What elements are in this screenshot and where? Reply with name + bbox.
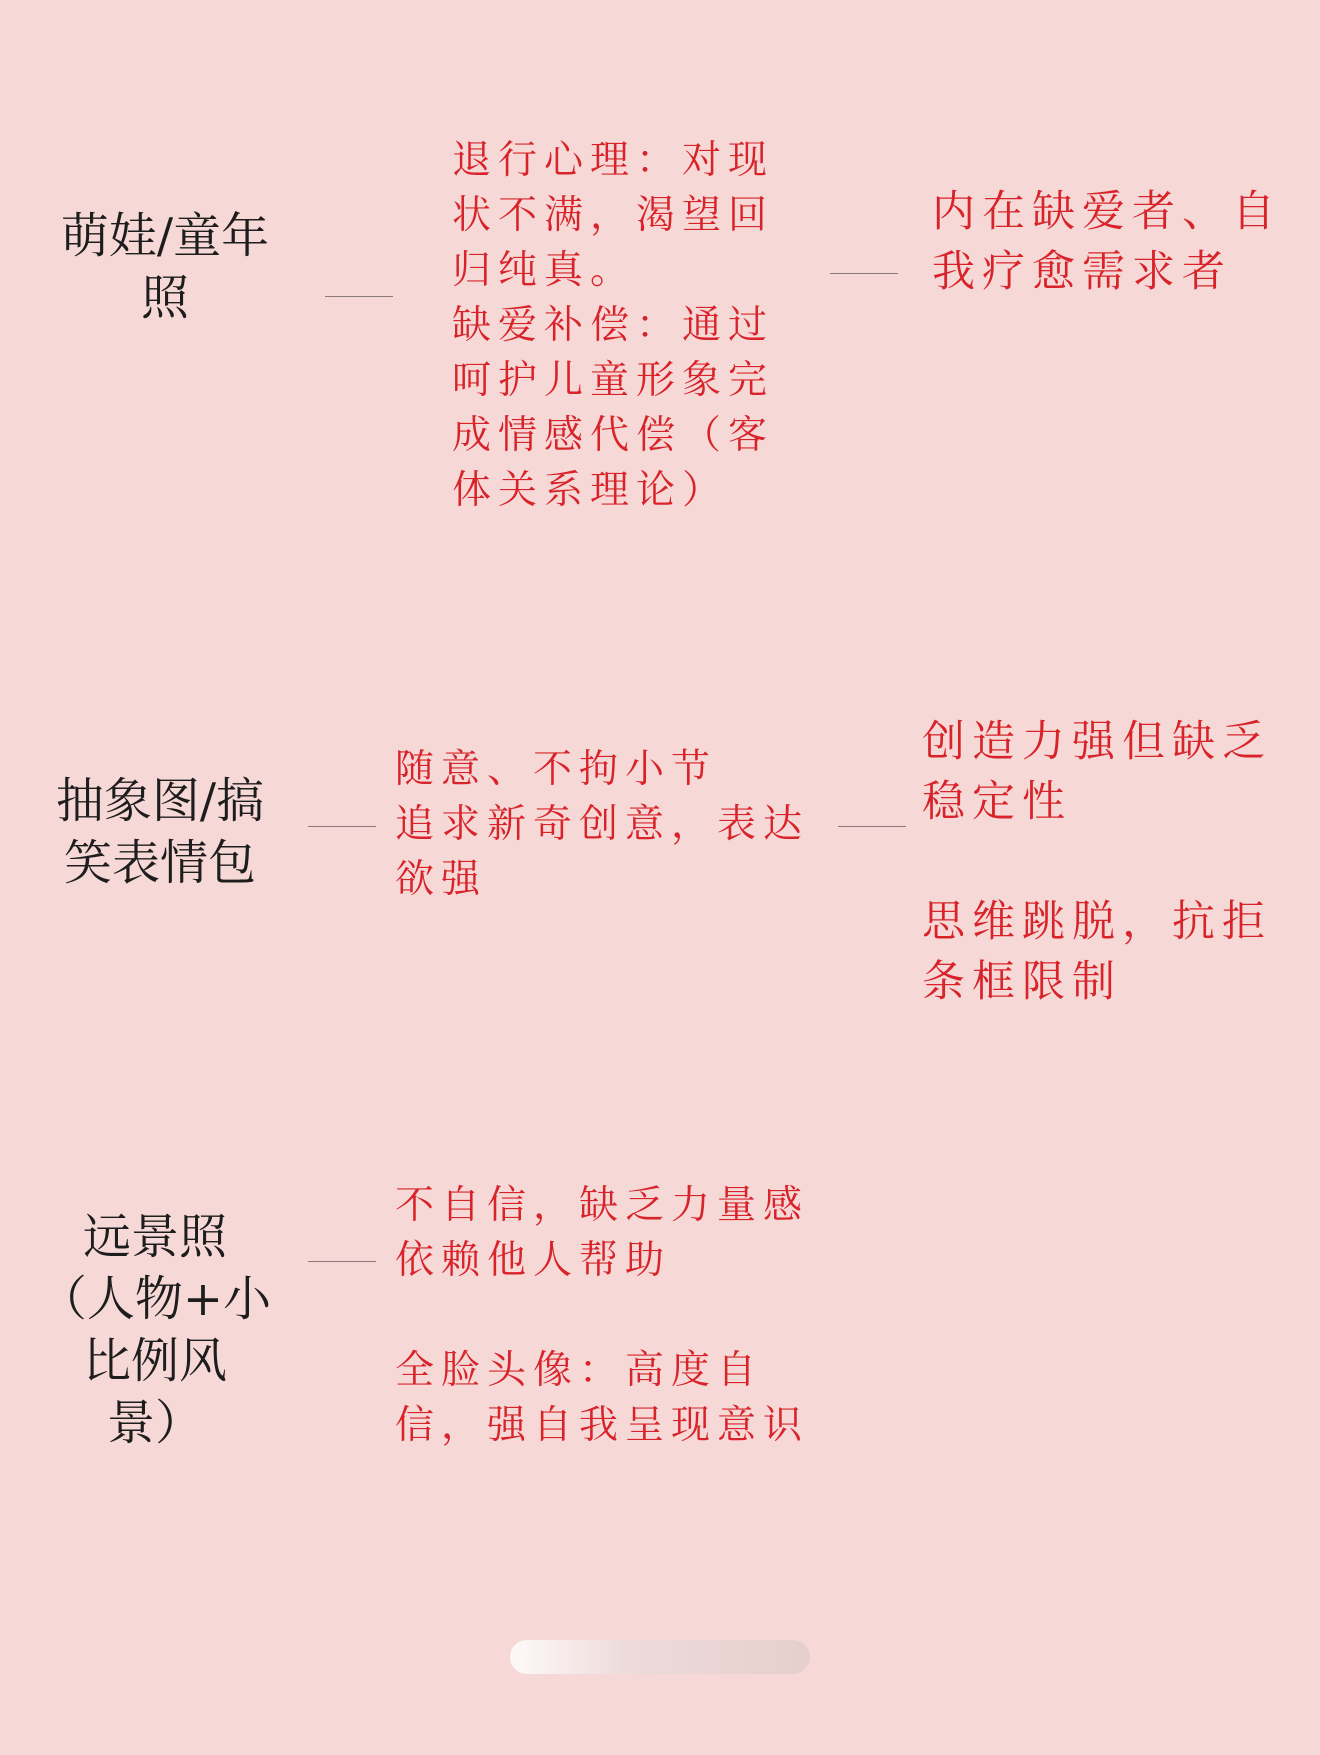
row3-analysis-line: 信，强自我呈现意识 <box>395 1403 810 1448</box>
row3-analysis-line: 不自信，缺乏力量感 <box>395 1183 810 1228</box>
row1-analysis <box>452 133 774 518</box>
row1-analysis-line: 呵护儿童形象完 <box>452 358 775 403</box>
row3-category-line1: 远景照 <box>82 1209 227 1265</box>
row3-analysis-line: 全脸头像：高度自 <box>395 1348 764 1393</box>
row2-connector-left <box>308 826 376 827</box>
row2-analysis <box>395 742 809 907</box>
row2-analysis-line: 欲强 <box>395 857 488 902</box>
row1-category <box>30 205 300 329</box>
row3-category-line4: 景） <box>106 1395 203 1451</box>
row2-analysis-line: 随意、不拘小节 <box>395 747 718 792</box>
row3-analysis-line: 依赖他人帮助 <box>395 1238 672 1283</box>
row1-category-line2: 照 <box>140 270 189 326</box>
row1-analysis-line: 状不满，渴望回 <box>452 193 775 238</box>
row2-category <box>25 770 295 894</box>
row2-category-line1: 抽象图/搞 <box>55 773 265 829</box>
row1-analysis-line: 体关系理论） <box>452 468 729 513</box>
row3-category <box>20 1206 290 1454</box>
row3-connector-left <box>308 1261 376 1262</box>
row2-conclusion <box>922 712 1272 1012</box>
row1-connector-right <box>830 273 898 274</box>
row1-analysis-line: 退行心理：对现 <box>452 138 775 183</box>
row1-conclusion-line: 内在缺爱者、自 <box>932 187 1282 237</box>
row1-category-line1: 萌娃/童年 <box>60 208 270 264</box>
row3-category-line3: 比例风 <box>82 1333 227 1389</box>
row3-category-line2: （人物+小 <box>38 1271 272 1327</box>
row2-analysis-line: 追求新奇创意，表达 <box>395 802 810 847</box>
row1-analysis-line: 缺爱补偿：通过 <box>452 303 775 348</box>
watermark-blur <box>510 1640 810 1674</box>
row2-conclusion-line: 条框限制 <box>922 957 1122 1007</box>
row1-connector-left <box>325 296 393 297</box>
row2-connector-right <box>838 826 906 827</box>
row2-conclusion-line <box>922 832 1272 892</box>
row2-conclusion-line: 稳定性 <box>922 777 1072 827</box>
row1-analysis-line: 归纯真。 <box>452 248 637 293</box>
row1-conclusion <box>932 182 1282 302</box>
row1-analysis-line: 成情感代偿（客 <box>452 413 775 458</box>
row2-conclusion-line: 创造力强但缺乏 <box>922 717 1272 767</box>
row3-analysis-line <box>395 1288 809 1343</box>
row1-conclusion-line: 我疗愈需求者 <box>932 247 1232 297</box>
row2-category-line2: 笑表情包 <box>63 835 256 891</box>
row2-conclusion-line: 思维跳脱，抗拒 <box>922 897 1272 947</box>
row3-analysis <box>395 1178 809 1453</box>
